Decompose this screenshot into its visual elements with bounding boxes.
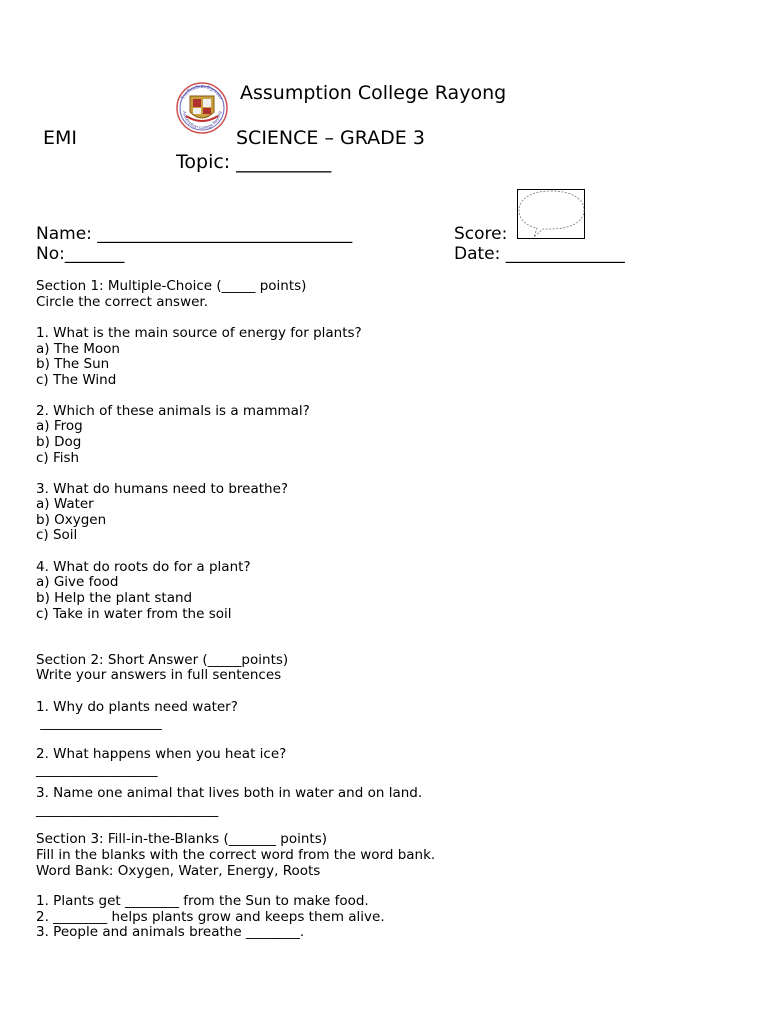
s1-q4-option-a[interactable]: a) Give food xyxy=(36,574,119,590)
word-bank: Word Bank: Oxygen, Water, Energy, Roots xyxy=(36,863,321,879)
section2-title: Section 2: Short Answer (_____points) xyxy=(36,652,289,668)
s2-question-1: 1. Why do plants need water? xyxy=(36,699,238,715)
s1-question-4: 4. What do roots do for a plant? xyxy=(36,559,251,575)
s1-q4-option-b[interactable]: b) Help the plant stand xyxy=(36,590,193,606)
s2-answer-line-1[interactable]: __________________ xyxy=(36,715,162,731)
svg-text:โรงเรียนอัสสัมชัญระยอง: โรงเรียนอัสสัมชัญระยอง xyxy=(181,84,223,101)
s3-item-2[interactable]: 2. ________ helps plants grow and keeps them alive. xyxy=(36,909,385,925)
section3-title: Section 3: Fill-in-the-Blanks (_______ points) xyxy=(36,831,328,847)
s1-q2-option-a[interactable]: a) Frog xyxy=(36,418,83,434)
name-field[interactable]: Name: ______________________________ xyxy=(36,224,353,244)
date-field[interactable]: Date: ______________ xyxy=(454,244,625,264)
school-logo xyxy=(174,82,230,134)
s1-q1-option-a[interactable]: a) The Moon xyxy=(36,341,120,357)
s2-answer-line-2[interactable]: __________________ xyxy=(36,762,158,778)
section3-instruction: Fill in the blanks with the correct word from the word bank. xyxy=(36,847,436,863)
score-label: Score: xyxy=(454,224,508,244)
subject-title: SCIENCE – GRADE 3 xyxy=(236,127,425,149)
speech-bubble-icon xyxy=(519,191,584,237)
section1-instruction: Circle the correct answer. xyxy=(36,294,209,310)
s2-answer-line-3[interactable]: ___________________________ xyxy=(36,802,219,818)
s1-q2-option-c[interactable]: c) Fish xyxy=(36,450,80,466)
school-name: Assumption College Rayong xyxy=(240,82,507,104)
program-label: EMI xyxy=(43,127,78,149)
s2-question-3: 3. Name one animal that lives both in water and on land. xyxy=(36,785,423,801)
s1-q3-option-c[interactable]: c) Soil xyxy=(36,527,78,543)
number-field[interactable]: No:_______ xyxy=(36,244,125,264)
s1-question-3: 3. What do humans need to breathe? xyxy=(36,481,289,497)
s1-q3-option-a[interactable]: a) Water xyxy=(36,496,94,512)
s1-q3-option-b[interactable]: b) Oxygen xyxy=(36,512,107,528)
s2-question-2: 2. What happens when you heat ice? xyxy=(36,746,287,762)
section2-instruction: Write your answers in full sentences xyxy=(36,667,282,683)
s1-q4-option-c[interactable]: c) Take in water from the soil xyxy=(36,606,232,622)
s1-q1-option-b[interactable]: b) The Sun xyxy=(36,356,110,372)
s1-q2-option-b[interactable]: b) Dog xyxy=(36,434,82,450)
s3-item-1[interactable]: 1. Plants get ________ from the Sun to make food. xyxy=(36,893,369,909)
section1-title: Section 1: Multiple-Choice (_____ points) xyxy=(36,278,307,294)
topic-line: Topic: __________ xyxy=(176,151,332,173)
svg-text:Assumption College Rayong: Assumption College Rayong xyxy=(182,110,222,131)
s1-question-1: 1. What is the main source of energy for plants? xyxy=(36,325,362,341)
s3-item-3[interactable]: 3. People and animals breathe ________. xyxy=(36,924,305,940)
s1-q1-option-c[interactable]: c) The Wind xyxy=(36,372,117,388)
score-box[interactable] xyxy=(517,189,585,239)
s1-question-2: 2. Which of these animals is a mammal? xyxy=(36,403,310,419)
